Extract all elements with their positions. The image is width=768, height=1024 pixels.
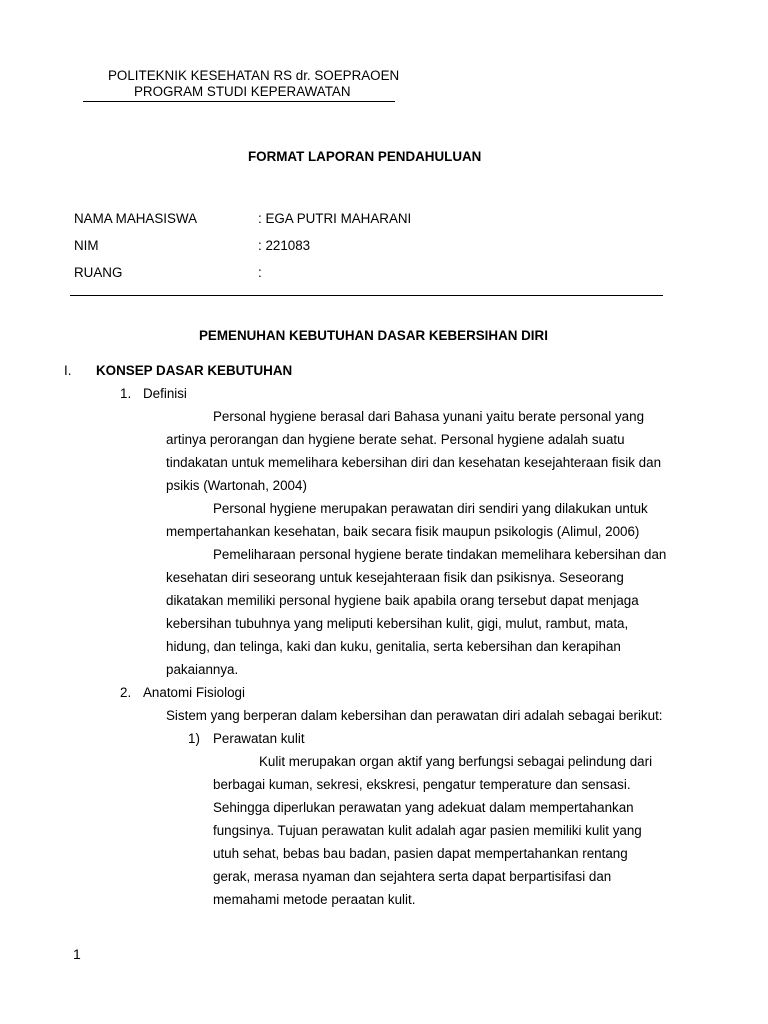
item-number-anatomi: 2. — [120, 685, 132, 700]
paragraph-line: psikis (Wartonah, 2004) — [166, 478, 307, 493]
paragraph-line: mempertahankan kesehatan, baik secara fisik maupun psikologis (Alimul, 2006) — [166, 524, 640, 539]
paragraph-line: hidung, dan telinga, kaki dan kuku, genitalia, serta kebersihan dan kerapihan — [166, 639, 621, 654]
subitem-label: Perawatan kulit — [213, 731, 305, 746]
document-title: FORMAT LAPORAN PENDAHULUAN — [248, 149, 482, 164]
identity-divider — [70, 295, 663, 296]
item-label-anatomi: Anatomi Fisiologi — [143, 685, 245, 700]
document-subtitle: PEMENUHAN KEBUTUHAN DASAR KEBERSIHAN DIRI — [199, 328, 548, 343]
paragraph-line: dikatakan memiliki personal hygiene baik apabila orang tersebut dapat menjaga — [166, 593, 639, 608]
page-number: 1 — [73, 946, 81, 962]
paragraph-line: Personal hygiene berasal dari Bahasa yunani yaitu berate personal yang — [213, 409, 645, 424]
paragraph-line: kesehatan diri seseorang untuk kesejahteraan fisik dan psikisnya. Seseorang — [166, 570, 624, 585]
paragraph-line: berbagai kuman, sekresi, ekskresi, pengatur temperature dan sensasi. — [213, 777, 631, 792]
paragraph-line: gerak, merasa nyaman dan sejahtera serta dapat berpartisifasi dan — [213, 869, 612, 884]
item-label-definisi: Definisi — [143, 386, 187, 401]
paragraph-line: tindakatan untuk memelihara kebersihan diri dan kesehatan kesejahteraan fisik dan — [166, 455, 662, 470]
institution-name: POLITEKNIK KESEHATAN RS dr. SOEPRAOEN — [108, 68, 400, 83]
program-name: PROGRAM STUDI KEPERAWATAN — [134, 84, 351, 99]
item-number-definisi: 1. — [120, 386, 132, 401]
paragraph-line: artinya perorangan dan hygiene berate sehat. Personal hygiene adalah suatu — [166, 432, 625, 447]
paragraph-line: pakaiannya. — [166, 662, 239, 677]
paragraph-line: Sehingga diperlukan perawatan yang adekuat dalam mempertahankan — [213, 800, 634, 815]
paragraph-line: memahami metode peraatan kulit. — [213, 892, 416, 907]
paragraph-line: Personal hygiene merupakan perawatan diri sendiri yang dilakukan untuk — [213, 501, 648, 516]
paragraph-line: fungsinya. Tujuan perawatan kulit adalah agar pasien memiliki kulit yang — [213, 823, 642, 838]
identity-value-nim: : 221083 — [258, 238, 311, 253]
section-number: I. — [64, 363, 72, 378]
identity-value-nama: : EGA PUTRI MAHARANI — [258, 211, 412, 226]
subitem-number: 1) — [188, 731, 200, 746]
identity-label-nama: NAMA MAHASISWA — [74, 211, 198, 226]
paragraph-line: Pemeliharaan personal hygiene berate tindakan memelihara kebersihan dan — [213, 547, 667, 562]
paragraph-line: Sistem yang berperan dalam kebersihan dan perawatan diri adalah sebagai berikut: — [166, 708, 663, 723]
identity-value-ruang: : — [258, 265, 262, 280]
paragraph-line: kebersihan tubuhnya yang meliputi kebersihan kulit, gigi, mulut, rambut, mata, — [166, 616, 629, 631]
identity-label-ruang: RUANG — [74, 265, 123, 280]
paragraph-line: utuh sehat, bebas bau badan, pasien dapat mempertahankan rentang — [213, 846, 628, 861]
identity-label-nim: NIM — [74, 238, 99, 253]
section-heading: KONSEP DASAR KEBUTUHAN — [96, 363, 293, 378]
paragraph-line: Kulit merupakan organ aktif yang berfungsi sebagai pelindung dari — [259, 754, 653, 769]
header-divider — [83, 101, 395, 102]
